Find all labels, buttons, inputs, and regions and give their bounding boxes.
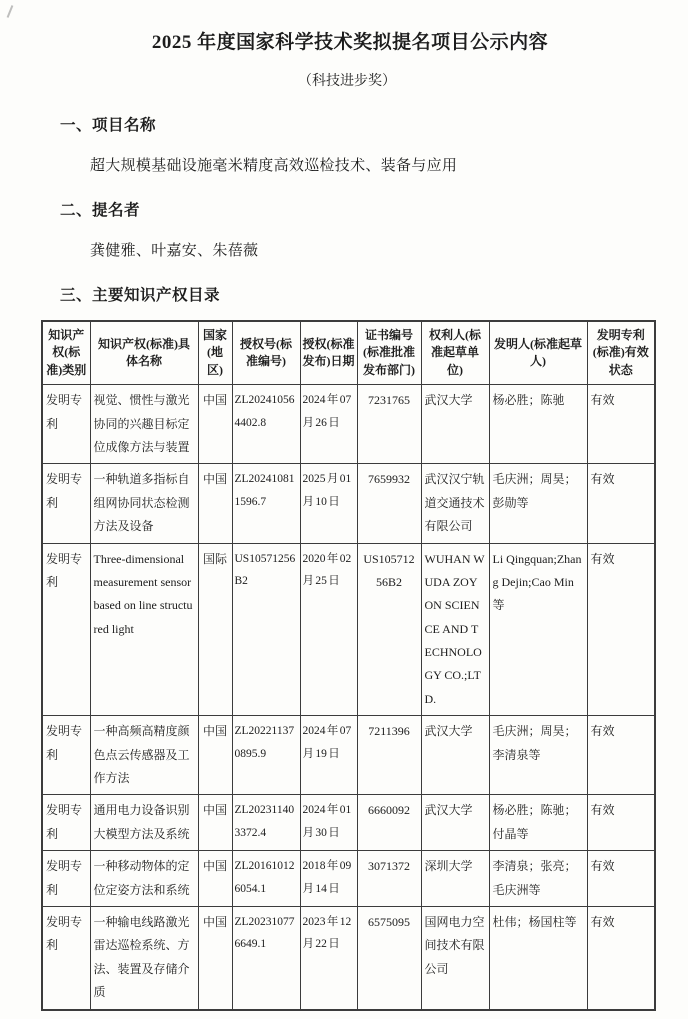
ip-table bbox=[41, 320, 656, 1011]
table-row bbox=[42, 851, 655, 907]
table-cell: 中国 bbox=[198, 716, 232, 795]
table-cell: 7231765 bbox=[357, 385, 421, 464]
table-cell: 2024 年 07 月 19 日 bbox=[300, 716, 357, 795]
table-cell: 武汉大学 bbox=[421, 385, 489, 464]
page-subtitle: （科技进步奖） bbox=[298, 74, 396, 89]
table-cell: 毛庆洲；周昊；李清泉等 bbox=[489, 716, 587, 795]
table-cell: 中国 bbox=[198, 851, 232, 907]
table-cell: 一种轨道多指标自组网协同状态检测方法及设备 bbox=[90, 464, 198, 543]
section-heading: 三、主要知识产权目录 bbox=[60, 287, 221, 304]
section-nominators bbox=[40, 198, 654, 260]
table-cell: 发明专利 bbox=[42, 906, 90, 1009]
table-cell: Three-dimensional measurement sensor based on line structured light bbox=[90, 543, 198, 716]
table-row bbox=[42, 906, 655, 1009]
table-cell: 发明专利 bbox=[42, 851, 90, 907]
table-cell: 深圳大学 bbox=[421, 851, 489, 907]
table-cell: US10571256B2 bbox=[232, 543, 300, 716]
table-row bbox=[42, 464, 655, 543]
table-cell: 一种高频高精度颜色点云传感器及工作方法 bbox=[90, 716, 198, 795]
table-cell: 发明专利 bbox=[42, 385, 90, 464]
table-cell: 通用电力设备识别大模型方法及系统 bbox=[90, 795, 198, 851]
table-cell: 2023 年 12 月 22 日 bbox=[300, 906, 357, 1009]
table-cell: 2025 月 01 月 10 日 bbox=[300, 464, 357, 543]
table-cell: 7659932 bbox=[357, 464, 421, 543]
table-cell: 李清泉；张亮；毛庆洲等 bbox=[489, 851, 587, 907]
table-cell: 有效 bbox=[587, 385, 655, 464]
page-title: 2025 年度国家科学技术奖拟提名项目公示内容 bbox=[151, 32, 549, 53]
table-cell: 2018 年 09 月 14 日 bbox=[300, 851, 357, 907]
table-cell: 一种移动物体的定位定姿方法和系统 bbox=[90, 851, 198, 907]
table-cell: 有效 bbox=[587, 543, 655, 716]
section-content: 龚健雅、叶嘉安、朱蓓薇 bbox=[90, 243, 259, 259]
table-cell: Li Qingquan;Zhang Dejin;Cao Min 等 bbox=[489, 543, 587, 716]
column-header: 发明人(标准起草人) bbox=[489, 321, 587, 385]
table-cell: 有效 bbox=[587, 851, 655, 907]
table-cell: 有效 bbox=[587, 906, 655, 1009]
table-cell: 国际 bbox=[198, 543, 232, 716]
table-cell: 中国 bbox=[198, 464, 232, 543]
table-cell: ZL202410811596.7 bbox=[232, 464, 300, 543]
table-cell: 中国 bbox=[198, 385, 232, 464]
column-header: 授权号(标准编号) bbox=[232, 321, 300, 385]
table-row bbox=[42, 716, 655, 795]
table-cell: US10571256B2 bbox=[357, 543, 421, 716]
column-header: 国家(地区) bbox=[198, 321, 232, 385]
table-cell: 杜伟；杨国柱等 bbox=[489, 906, 587, 1009]
table-cell: 一种输电线路激光雷达巡检系统、方法、装置及存储介质 bbox=[90, 906, 198, 1009]
table-cell: 6660092 bbox=[357, 795, 421, 851]
column-header: 授权(标准发布)日期 bbox=[300, 321, 357, 385]
column-header: 权利人(标准起草单位) bbox=[421, 321, 489, 385]
column-header: 知识产权(标准)具体名称 bbox=[90, 321, 198, 385]
table-cell: 发明专利 bbox=[42, 464, 90, 543]
section-ip-catalog bbox=[40, 283, 654, 305]
table-cell: 杨必胜；陈驰 bbox=[489, 385, 587, 464]
table-cell: ZL202410564402.8 bbox=[232, 385, 300, 464]
table-cell: ZL202211370895.9 bbox=[232, 716, 300, 795]
table-cell: 有效 bbox=[587, 795, 655, 851]
table-cell: 6575095 bbox=[357, 906, 421, 1009]
table-cell: 国网电力空间技术有限公司 bbox=[421, 906, 489, 1009]
table-cell: 发明专利 bbox=[42, 543, 90, 716]
table-cell: 7211396 bbox=[357, 716, 421, 795]
table-cell: 3071372 bbox=[357, 851, 421, 907]
table-cell: WUHAN WUDA ZOYON SCIENCE AND TECHNOLOGY CO.;LTD. bbox=[421, 543, 489, 716]
table-row bbox=[42, 385, 655, 464]
table-cell: 武汉汉宁轨道交通技术有限公司 bbox=[421, 464, 489, 543]
table-cell: 发明专利 bbox=[42, 716, 90, 795]
table-cell: 2024 年 01 月 30 日 bbox=[300, 795, 357, 851]
column-header: 证书编号(标准批准发布部门) bbox=[357, 321, 421, 385]
table-cell: 2024 年 07 月 26 日 bbox=[300, 385, 357, 464]
table-cell: 有效 bbox=[587, 464, 655, 543]
table-cell: ZL201610126054.1 bbox=[232, 851, 300, 907]
column-header: 知识产权(标准)类别 bbox=[42, 321, 90, 385]
table-cell: ZL202311403372.4 bbox=[232, 795, 300, 851]
table-cell: 视觉、惯性与激光协同的兴趣目标定位成像方法与装置 bbox=[90, 385, 198, 464]
table-cell: ZL202310776649.1 bbox=[232, 906, 300, 1009]
column-header: 发明专利(标准)有效状态 bbox=[587, 321, 655, 385]
table-cell: 杨必胜；陈驰；付晶等 bbox=[489, 795, 587, 851]
section-heading: 一、项目名称 bbox=[60, 117, 157, 134]
section-project-name bbox=[40, 113, 654, 175]
table-header-row bbox=[42, 321, 655, 385]
table-cell: 发明专利 bbox=[42, 795, 90, 851]
section-heading: 二、提名者 bbox=[60, 202, 141, 219]
table-cell: 有效 bbox=[587, 716, 655, 795]
section-content: 超大规模基础设施毫米精度高效巡检技术、装备与应用 bbox=[90, 158, 458, 174]
table-row bbox=[42, 795, 655, 851]
table-cell: 武汉大学 bbox=[421, 795, 489, 851]
table-cell: 毛庆洲；周昊；彭勋等 bbox=[489, 464, 587, 543]
table-cell: 武汉大学 bbox=[421, 716, 489, 795]
table-cell: 中国 bbox=[198, 906, 232, 1009]
table-cell: 中国 bbox=[198, 795, 232, 851]
table-row bbox=[42, 543, 655, 716]
table-cell: 2020 年 02 月 25 日 bbox=[300, 543, 357, 716]
